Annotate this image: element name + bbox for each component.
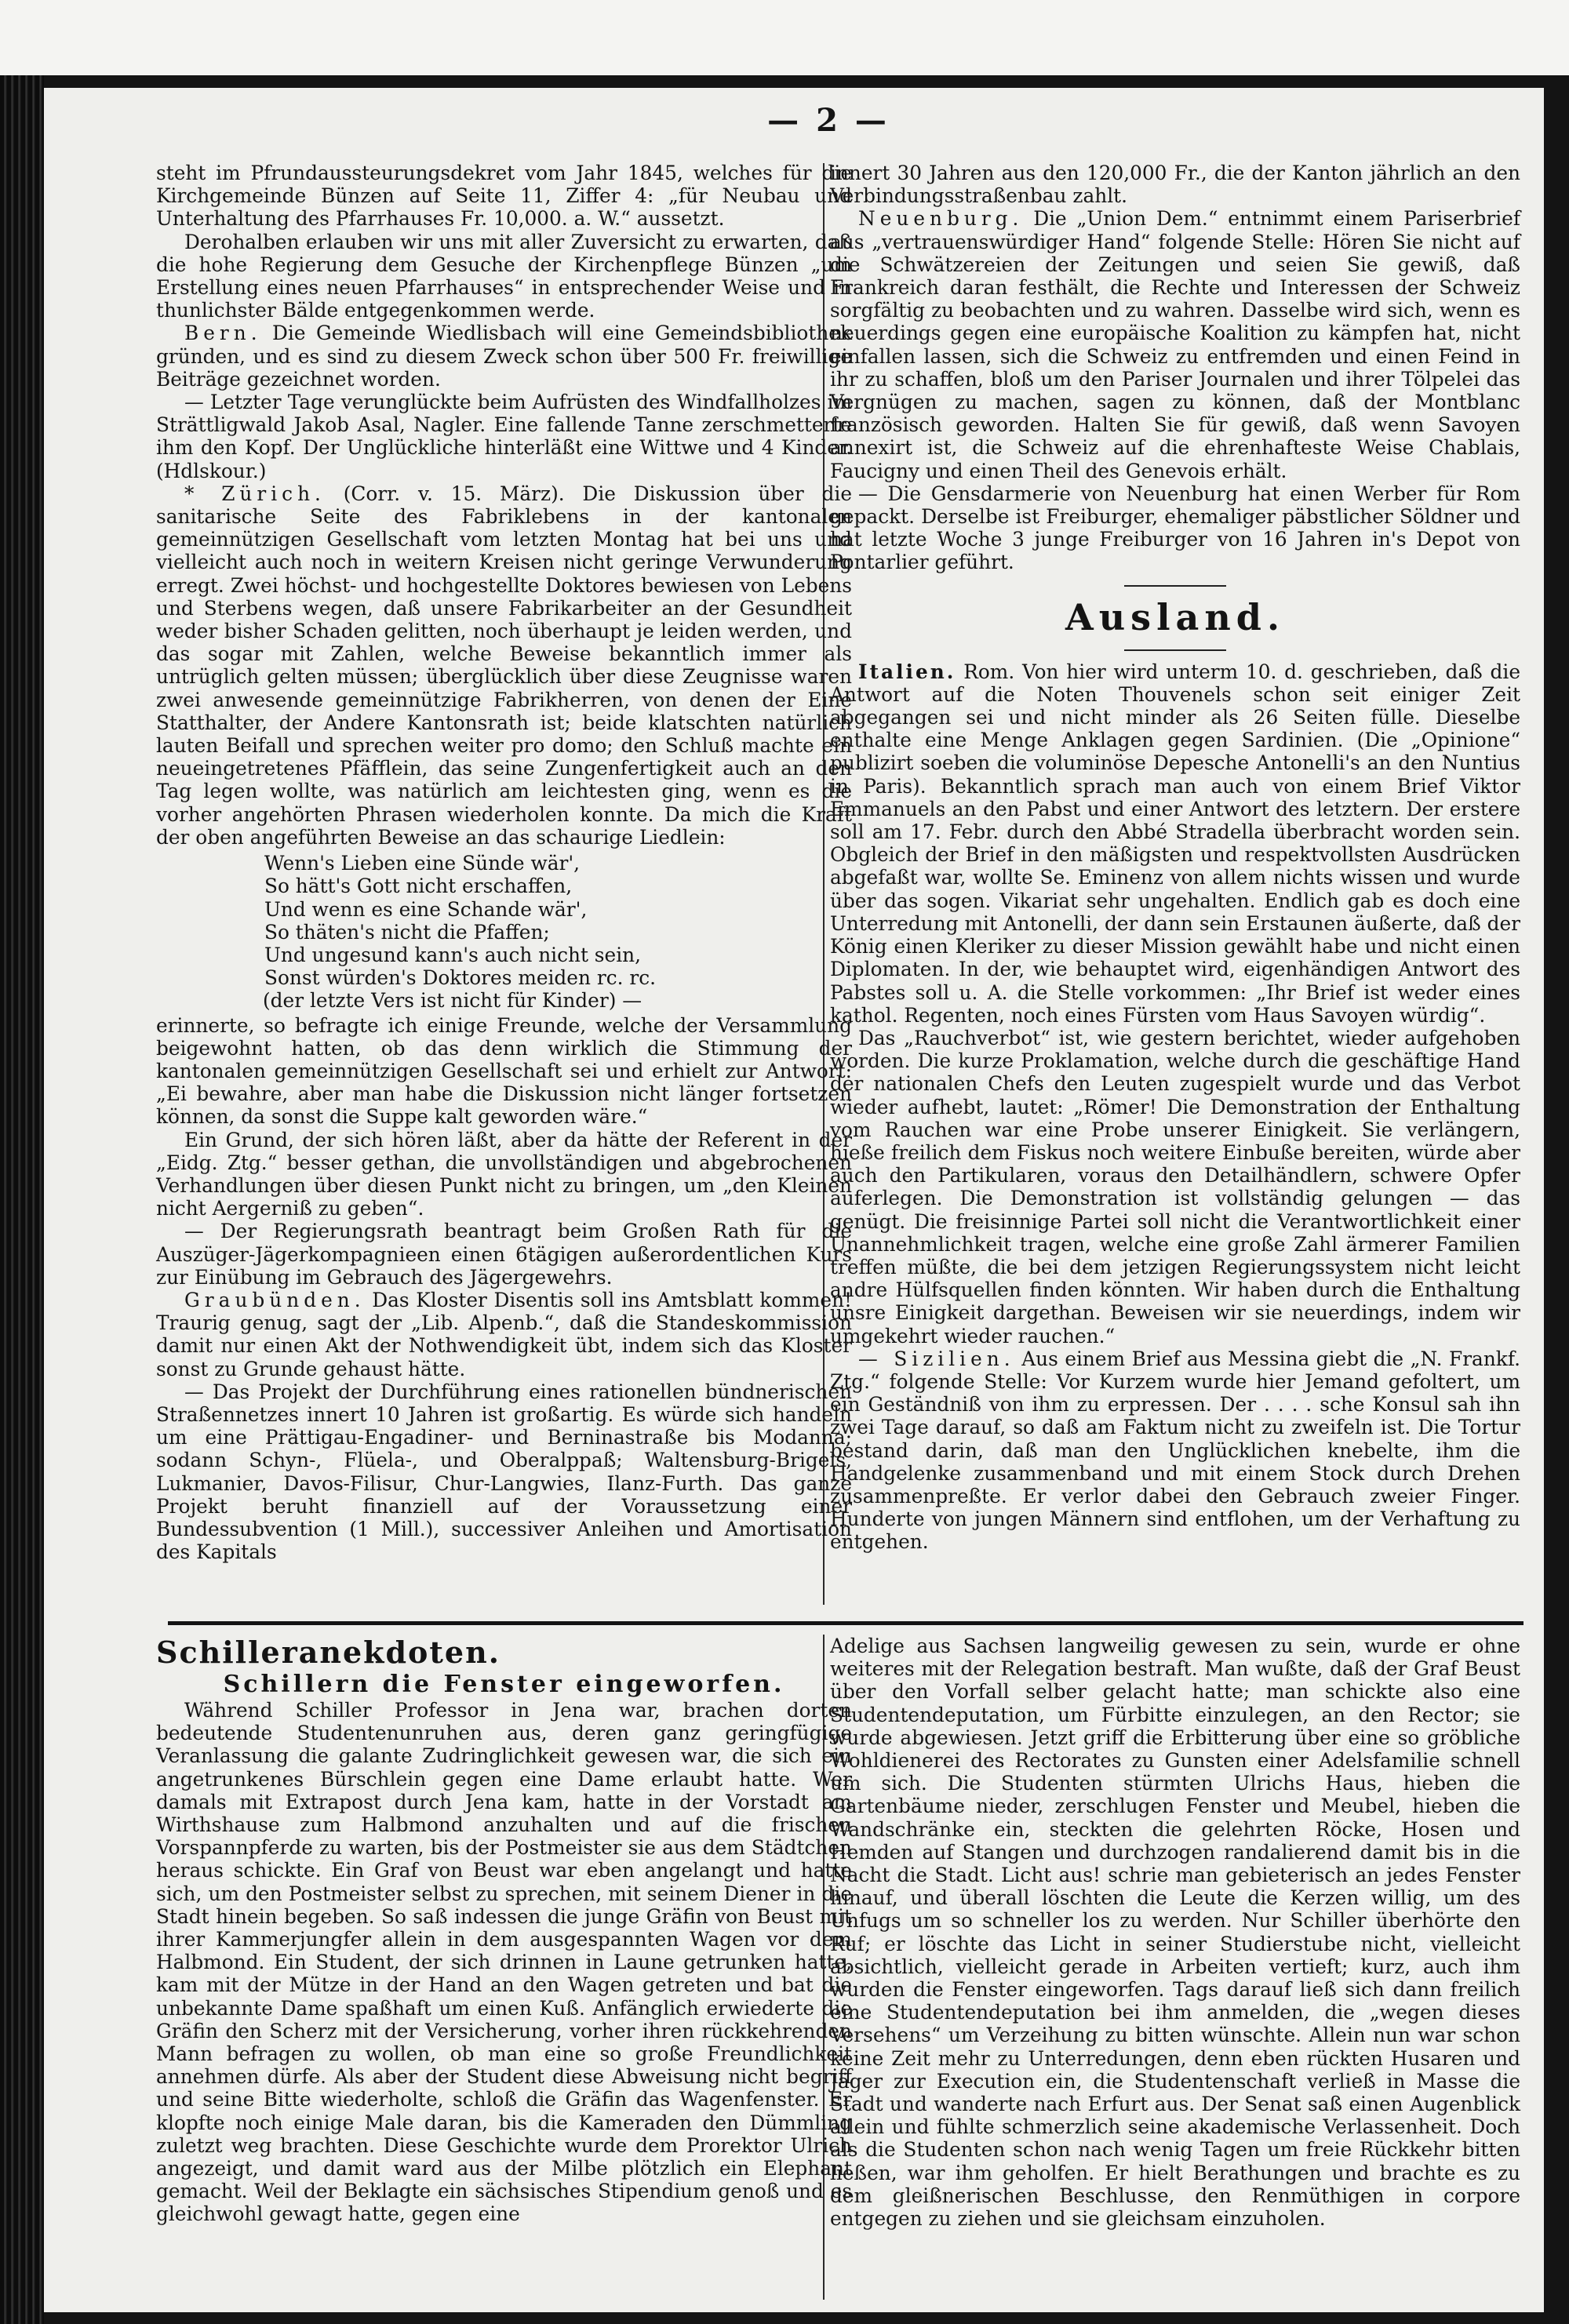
- article-paragraph: — Die Gensdarmerie von Neuenburg hat einen Werber für Rom gepackt. Derselbe ist Freiburger, ehemaliger päbstlicher Söldner und hat letzte Woche 3 junge Freiburger von 16 Jahren in's Depot von Pontarlier geführt.: [830, 482, 1520, 574]
- dateline: — Sizilien.: [858, 1347, 1015, 1370]
- feuilleton-title: Schilleranekdoten.: [156, 1635, 501, 1670]
- section-rule: [1124, 649, 1226, 651]
- poem-note: (der letzte Vers ist nicht für Kinder) —: [263, 989, 643, 1013]
- section-rule: [1124, 585, 1226, 587]
- article-paragraph: — Sizilien. Aus einem Brief aus Messina giebt die „N. Frankf. Ztg.“ folgende Stelle: Vor Kurzem wurde hier Jemand gefoltert, um ein Geständniß von ihm zu erpressen. Der . . . . sche Konsul sah ihn zwei Tage darauf, so daß am Faktum nicht zu zweifeln ist. Die Tortur bestand darin, daß man den Unglücklichen knebelte, ihm die Handgelenke zusammenband und mit einem Stock durch Drehen zusammenpreßte. Er verlor dabei den Gebrauch zweier Finger. Hunderte von jungen Männern sind entflohen, um der Verhaftung zu entgehen.: [830, 1347, 1521, 1554]
- newspaper-page: [44, 88, 1544, 2312]
- page-number: — 2 —: [767, 102, 890, 139]
- feuilleton-column-right: [830, 1635, 1520, 2230]
- poem-line: So hätt's Gott nicht erschaffen,: [264, 875, 573, 898]
- article-paragraph: * Zürich. (Corr. v. 15. März). Die Diskussion über die sanitarische Seite des Fabriklebens in der kantonalen gemeinnützigen Gesellschaft vom letzten Montag hat bei uns und vielleicht auch noch in weitern Kreisen nicht geringe Verwunderung erregt. Zwei höchst- und hochgestellte Doktores bewiesen von Lebens und Sterbens wegen, daß unsere Fabrikarbeiter an der Gesundheit weder bisher Schaden gelitten, noch überhaupt je leiden werden, und das sogar mit Zahlen, welche Beweise bekanntlich immer als untrüglich gelten müssen; überglücklich über diese Zeugnisse waren zwei anwesende gemeinnützige Fabrikherren, von denen der Eine Statthalter, der Andere Kantonsrath ist; beide klatschten natürlich lauten Beifall und sprechen weiter pro domo; den Schluß machte ein neueingetretenes Pfäfflein, das seine Zungenfertigkeit auch an den Tag legen wollte, was natürlich am leichtesten ging, wenn es die vorher angehörten Phrasen wiederholen konnte. Da mich die Kraft der oben angeführten Beweise an das schaurige Liedlein:: [156, 482, 852, 849]
- feuilleton-subtitle: Schillern die Fenster eingeworfen.: [223, 1671, 785, 1698]
- article-paragraph: Ein Grund, der sich hören läßt, aber da hätte der Referent in der „Eidg. Ztg.“ besser gethan, die unvollständigen und abgebrochenen Verhandlungen über diesen Punkt nicht zu bringen, um „den Kleinen nicht Aergerniß zu geben“.: [156, 1128, 852, 1220]
- poem-line: Sonst würden's Doktores meiden rc. rc.: [264, 966, 656, 990]
- section-title: Ausland.: [1065, 595, 1285, 638]
- article-paragraph: — Letzter Tage verunglückte beim Aufrüsten des Windfallholzes im Strättligwald Jakob Asal, Nagler. Eine fallende Tanne zerschmetterte ihm den Kopf. Der Unglückliche hinterläßt eine Wittwe und 4 Kinder. (Hdlskour.): [156, 391, 852, 482]
- article-paragraph: Das „Rauchverbot“ ist, wie gestern berichtet, wieder aufgehoben worden. Die kurze Proklamation, welche durch die geschäftige Hand der nationalen Chefs den Leuten zugespielt wurde und das Verbot wieder aufhebt, lautet: „Römer! Die Demonstration der Enthaltung vom Rauchen war eine Probe unserer Einigkeit. Sie verlängern, hieße freilich dem Fiskus noch weitere Einbuße bereiten, würde aber auch den Partikularen, voraus den Detailhändlern, schwere Opfer auferlegen. Die Demonstration ist vollständig gelungen — das genügt. Die freisinnige Partei soll nicht die Verantwortlichkeit einer Unannehmlichkeit tragen, welche eine große Zahl ärmerer Familien treffen müßte, die bei dem jetzigen Regierungssystem nicht leicht andre Hülfsquellen finden könnten. Wir haben durch die Enthaltung unsre Einigkeit dargethan. Beweisen wir sie neuerdings, indem wir umgekehrt wieder rauchen.“: [830, 1026, 1520, 1347]
- poem-line: Wenn's Lieben eine Sünde wär',: [264, 852, 581, 875]
- feuilleton-paragraph: Während Schiller Professor in Jena war, brachen dorten bedeutende Studentenunruhen aus, deren ganz geringfügige Veranlassung die galante Zudringlichkeit gewesen war, die sich ein angetrunkenes Bürschlein gegen eine Dame erlaubt hatte. Wer damals mit Extrapost durch Jena kam, hatte in der Vorstadt am Wirthshause zum Halbmond anzuhalten und auf die frischen Vorspannpferde zu warten, bis der Postmeister sie aus dem Städtchen heraus schickte. Ein Graf von Beust war eben angelangt und hatte sich, um den Postmeister selbst zu sprechen, mit seinem Diener in die Stadt hinein begeben. So saß indessen die junge Gräfin von Beust mit ihrer Kammerjungfer allein in dem ausgespannten Wagen vor dem Halbmond. Ein Student, der sich drinnen in Laune getrunken hatte, kam mit der Mütze in der Hand an den Wagen getreten und bat die unbekannte Dame spaßhaft um einen Kuß. Anfänglich erwiederte die Gräfin den Scherz mit der Versicherung, vorher ihren rückkehrenden Mann befragen zu wollen, ob man eine so große Freundlichkeit annehmen dürfe. Als aber der Student diese Abweisung nicht begriff und seine Bitte wiederholte, schloß die Gräfin das Wagenfenster. Er klopfte noch einige Male daran, bis die Kameraden den Dümmling zuletzt weg brachten. Diese Geschichte wurde dem Prorektor Ulrich angezeigt, und damit ward aus der Milbe plötzlich ein Elephant gemacht. Weil der Beklagte ein sächsisches Stipendium genoß und es gleichwohl gewagt hatte, gegen eine: [156, 1699, 852, 2226]
- feuilleton-paragraph: Adelige aus Sachsen langweilig gewesen zu sein, wurde er ohne weiteres mit der Relegation bestraft. Man wußte, daß der Graf Beust über den Vorfall selber gelacht hatte; man schickte also eine Studentendeputation, um Fürbitte einzulegen, an den Rector; sie wurde abgewiesen. Jetzt griff die Erbitterung über eine so gröbliche Wohldienerei des Rectorates zu Gunsten einer Adelsfamilie schnell um sich. Die Studenten stürmten Ulrichs Haus, hieben die Gartenbäume nieder, zerschlugen Fenster und Meubel, hieben die Wandschränke ein, steckten die gelehrten Röcke, Hosen und Hemden auf Stangen und durchzogen randalierend damit bis in die Nacht die Stadt. Licht aus! schrie man gebieterisch an jedes Fenster hinauf, und überall löschten die Leute die Kerzen willig, um des Unfugs um so schneller los zu werden. Nur Schiller überhörte den Ruf; er löschte das Licht in seiner Studierstube nicht, vielleicht absichtlich, vielleicht gerade in Arbeiten vertieft; kurz, auch ihm wurden die Fenster eingeworfen. Tags darauf ließ sich dann freilich eine Studentendeputation bei ihm anmelden, die „wegen dieses Versehens“ um Verzeihung zu bitten wünschte. Allein nun war schon keine Zeit mehr zu Unterredungen, denn eben rückten Husaren und Jäger zur Execution ein, die Studentenschaft verließ in Masse die Stadt und wanderte nach Erfurt aus. Der Senat saß einen Augenblick allein und fühlte schmerzlich seine akademische Verlassenheit. Doch als die Studenten schon nach wenig Tagen um freie Rückkehr bitten ließen, war ihm geholfen. Er hielt Berathungen und brachte es zu dem gleißnerischen Beschlusse, den Renmüthigen in corpore entgegen zu ziehen und sie gleichsam einzuholen.: [830, 1635, 1520, 2231]
- poem-line: Und wenn es eine Schande wär',: [264, 897, 588, 921]
- book-binding-edge: [0, 75, 44, 2324]
- poem-line: Und ungesund kann's auch nicht sein,: [264, 943, 641, 966]
- dateline: * Zürich.: [184, 482, 326, 505]
- feuilleton-divider: [168, 1621, 1523, 1625]
- article-paragraph: — Das Projekt der Durchführung eines rationellen bündnerischen Straßennetzes innert 10 Jahren ist großartig. Es würde sich handeln um eine Prättigau-Engadiner- und Berninastraße bis Modanna; sodann Schyn-, Flüela-, und Oberalppaß; Waltensburg-Brigels, Lukmanier, Davos-Filisur, Chur-Langwies, Ilanz-Furth. Das ganze Projekt beruht finanziell auf der Voraussetzung einer Bundessubvention (1 Mill.), successiver Anleihen und Amortisation des Kapitals: [156, 1380, 852, 1564]
- scan-background: [0, 0, 1569, 75]
- feuilleton-column-left: [156, 1635, 852, 2226]
- news-column-left: [156, 162, 852, 1563]
- article-paragraph: Graubünden. Das Kloster Disentis soll ins Amtsblatt kommen! Traurig genug, sagt der „Lib. Alpenb.“, daß die Standeskommission damit nur einen Akt der Nothwendigkeit übt, indem sich das Kloster sonst zu Grunde gehaust hätte.: [156, 1288, 853, 1380]
- article-paragraph: Derohalben erlauben wir uns mit aller Zuversicht zu erwarten, daß die hohe Regierung dem Gesuche der Kirchenpflege Bünzen „um Erstellung eines neuen Pfarrhauses“ in entsprechender Weise und in thunlichster Bälde entgegenkommen werde.: [156, 230, 852, 322]
- article-paragraph: innert 30 Jahren aus den 120,000 Fr., die der Kanton jährlich an den Verbindungsstraßenbau zahlt.: [830, 162, 1520, 208]
- article-paragraph: Neuenburg. Die „Union Dem.“ entnimmt einem Pariserbrief aus „vertrauenswürdiger Hand“ folgende Stelle: Hören Sie nicht auf die Schwätzereien der Zeitungen und seien Sie gewiß, daß Frankreich daran festhält, die Rechte und Interessen der Schweiz sorgfältig zu beobachten und zu wahren. Dasselbe wird sich, wenn es neuerdings gegen eine europäische Koalition zu kämpfen hat, nicht einfallen lassen, sich die Schweiz zu entfremden und einen Feind in ihr zu schaffen, bloß um den Pariser Journalen und ihrer Tölpelei das Vergnügen zu machen, sagen zu können, daß der Montblanc französisch geworden. Halten Sie für gewiß, daß wenn Savoyen annexirt ist, die Schweiz auf die ehrenhafteste Weise Chablais, Faucigny und einen Theil des Genevois erhält.: [830, 207, 1520, 482]
- poem: [156, 852, 852, 1012]
- poem-line: So thäten's nicht die Pfaffen;: [264, 920, 550, 944]
- dateline: Bern.: [184, 322, 262, 345]
- news-column-right: [830, 162, 1520, 1554]
- article-paragraph: steht im Pfrundaussteurungsdekret vom Jahr 1845, welches für die Kirchgemeinde Bünzen auf Seite 11, Ziffer 4: „für Neubau und Unterhaltung des Pfarrhauses Fr. 10,000. a. W.“ aussetzt.: [156, 162, 852, 231]
- article-paragraph: — Der Regierungsrath beantragt beim Großen Rath für die Auszüger-Jägerkompagnieen einen 6tägigen außerordentlichen Kurs zur Einübung im Gebrauch des Jägergewehrs.: [156, 1220, 852, 1289]
- article-paragraph: Italien. Rom. Von hier wird unterm 10. d. geschrieben, daß die Antwort auf die Noten Thouvenels schon seit einiger Zeit abgegangen sei und nicht minder als 26 Seiten fülle. Dieselbe enthalte eine Menge Anklagen gegen Sardinien. (Die „Opinione“ publizirt soeben die voluminöse Depesche Antonelli's an den Nuntius in Paris). Bekanntlich sprach man auch von einem Brief Viktor Emmanuels an den Pabst und einer Antwort des letztern. Der erstere soll am 17. Febr. durch den Abbé Stradella überbracht worden sein. Obgleich der Brief in den mäßigsten und respektvollsten Ausdrücken abgefaßt war, wollte Se. Eminenz von allem nichts wissen und wurde über das sogen. Vikariat sehr ungehalten. Endlich gab es doch eine Unterredung mit Antonelli, der dann sein Erstaunen äußerte, daß der König einen Kleriker zu dieser Mission gewählt habe und nicht einen Diplomaten. In der, wie behauptet wird, eigenhändigen Antwort des Pabstes soll u. A. die Stelle vorkommen: „Ihr Brief ist weder eines kathol. Regenten, noch eines Fürsten vom Haus Savoyen würdig“.: [830, 660, 1520, 1027]
- dateline: Neuenburg.: [858, 207, 1024, 231]
- dateline: Graubünden.: [184, 1288, 366, 1311]
- country-heading: Italien.: [858, 660, 956, 683]
- article-paragraph: erinnerte, so befragte ich einige Freunde, welche der Versammlung beigewohnt hatten, ob das denn wirklich die Stimmung der kantonalen gemeinnützigen Gesellschaft sei und erhielt zur Antwort: „Ei bewahre, aber man habe die Diskussion nicht länger fortsetzen können, da sonst die Suppe kalt geworden wäre.“: [156, 1013, 852, 1129]
- article-paragraph: Bern. Die Gemeinde Wiedlisbach will eine Gemeindsbibliothek gründen, und es sind zu diesem Zweck schon über 500 Fr. freiwillige Beiträge gezeichnet worden.: [156, 322, 852, 391]
